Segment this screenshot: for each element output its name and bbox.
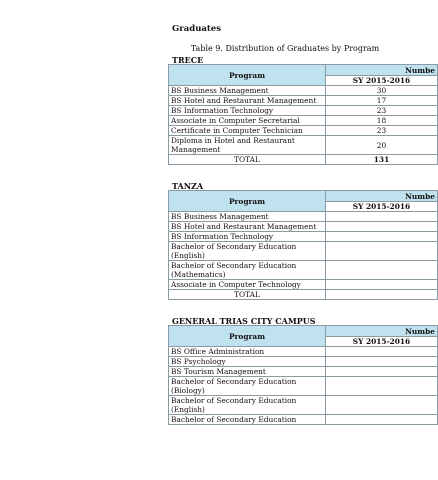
number-column-header: Numbe <box>326 326 438 337</box>
program-name: Bachelor of Secondary Education <box>169 415 326 425</box>
table-row <box>169 126 438 136</box>
graduate-count <box>326 212 438 222</box>
graduate-count <box>326 347 438 357</box>
table-row <box>169 415 438 425</box>
table-row <box>169 232 438 242</box>
table-row <box>169 116 438 126</box>
school-year-header: SY 2015-2016 <box>326 337 438 347</box>
program-name: Associate in Computer Technology <box>169 280 326 290</box>
program-name: BS Information Technology <box>169 232 326 242</box>
graduate-count: 20 <box>326 136 438 155</box>
table-row <box>169 357 438 367</box>
graduate-count <box>326 367 438 377</box>
graduate-count <box>326 377 438 396</box>
graduate-count <box>326 280 438 290</box>
program-column-header: Program <box>169 326 326 347</box>
program-name: BS Office Administration <box>169 347 326 357</box>
graduate-count <box>326 261 438 280</box>
program-name: Bachelor of Secondary Education (English) <box>169 242 326 261</box>
table-row <box>169 367 438 377</box>
program-name: BS Hotel and Restaurant Management <box>169 96 326 106</box>
number-column-header: Numbe <box>326 191 438 202</box>
program-name: BS Business Management <box>169 86 326 96</box>
campus-title-tanza: TANZA <box>172 181 204 191</box>
total-label: TOTAL <box>169 290 326 300</box>
program-name: BS Hotel and Restaurant Management <box>169 222 326 232</box>
total-count <box>326 290 438 300</box>
graduate-count <box>326 232 438 242</box>
campus-title-general-trias: GENERAL TRIAS CITY CAMPUS <box>172 316 316 326</box>
program-name: BS Business Management <box>169 212 326 222</box>
graduate-count <box>326 242 438 261</box>
table-row <box>169 242 438 261</box>
table-row <box>169 396 438 415</box>
table-row <box>169 377 438 396</box>
graduate-count <box>326 396 438 415</box>
graduates-table-general-trias <box>168 325 438 425</box>
program-name: BS Information Technology <box>169 106 326 116</box>
graduates-table-trece <box>168 64 438 165</box>
school-year-header: SY 2015-2016 <box>326 76 438 86</box>
table-caption: Table 9. Distribution of Graduates by Program <box>190 44 380 53</box>
table-row <box>169 86 438 96</box>
program-name: Associate in Computer Secretarial <box>169 116 326 126</box>
graduate-count: 23 <box>326 106 438 116</box>
graduate-count: 18 <box>326 116 438 126</box>
total-row <box>169 290 438 300</box>
table-row <box>169 106 438 116</box>
graduate-count <box>326 357 438 367</box>
section-heading: Graduates <box>172 24 221 34</box>
table-row <box>169 96 438 106</box>
graduate-count <box>326 415 438 425</box>
table-row <box>169 212 438 222</box>
total-row <box>169 155 438 165</box>
graduate-count <box>326 222 438 232</box>
program-name: Diploma in Hotel and Restaurant Management <box>169 136 326 155</box>
graduate-count: 23 <box>326 126 438 136</box>
graduate-count: 30 <box>326 86 438 96</box>
graduate-count: 17 <box>326 96 438 106</box>
school-year-header: SY 2015-2016 <box>326 202 438 212</box>
program-name: BS Tourism Management <box>169 367 326 377</box>
table-row <box>169 261 438 280</box>
program-name: Bachelor of Secondary Education (English) <box>169 396 326 415</box>
total-count: 131 <box>326 155 438 165</box>
total-label: TOTAL <box>169 155 326 165</box>
table-row <box>169 347 438 357</box>
number-column-header: Numbe <box>326 65 438 76</box>
table-row <box>169 136 438 155</box>
program-column-header: Program <box>169 191 326 212</box>
table-row <box>169 280 438 290</box>
program-column-header: Program <box>169 65 326 86</box>
program-name: BS Psychology <box>169 357 326 367</box>
program-name: Bachelor of Secondary Education (Biology) <box>169 377 326 396</box>
table-row <box>169 222 438 232</box>
program-name: Bachelor of Secondary Education (Mathematics) <box>169 261 326 280</box>
graduates-table-tanza <box>168 190 438 300</box>
program-name: Certificate in Computer Technician <box>169 126 326 136</box>
campus-title-trece: TRECE <box>172 55 204 65</box>
